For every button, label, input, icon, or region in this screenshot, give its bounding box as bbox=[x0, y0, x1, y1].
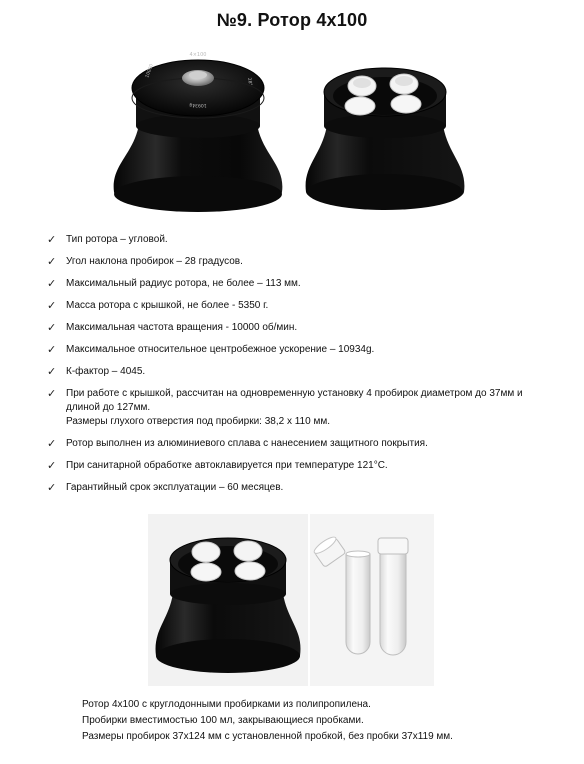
spec-item: ✓ Максимальная частота вращения - 10000 об/мин. bbox=[47, 322, 298, 334]
lid-label-speed: 10000 bbox=[145, 63, 155, 79]
spec-item: ✓ При работе с крышкой, рассчитан на одновременную установку 4 пробирок диаметром до 37мм и длиной до 127мм. Размеры глухого отверстия под пробирки: 38,2 х 110 мм. bbox=[44, 387, 554, 429]
checkmark-icon: ✓ bbox=[47, 300, 57, 312]
lid-label-rcf: 10934g bbox=[189, 102, 207, 107]
checkmark-icon: ✓ bbox=[47, 278, 57, 290]
spec-item: ✓ К-фактор – 4045. bbox=[47, 366, 146, 378]
spec-item: ✓ Максимальный радиус ротора, не более – 113 мм. bbox=[47, 278, 301, 290]
closed-rotor-photo bbox=[100, 42, 296, 222]
checkmark-icon: ✓ bbox=[47, 344, 57, 356]
page-title: №9. Ротор 4х100 bbox=[216, 10, 368, 30]
spec-subtext: Размеры глухого отверстия под пробирки: 38,2 х 110 мм. bbox=[66, 416, 330, 427]
spec-list bbox=[44, 233, 554, 503]
checkmark-icon: ✓ bbox=[47, 438, 57, 450]
checkmark-icon: ✓ bbox=[47, 256, 57, 268]
spec-item: ✓ Тип ротора – угловой. bbox=[47, 234, 168, 246]
spec-item: ✓ Угол наклона пробирок – 28 градусов. bbox=[47, 256, 243, 268]
checkmark-icon: ✓ bbox=[47, 322, 57, 334]
lid-label-model: 4×100 bbox=[189, 52, 207, 58]
spec-item: ✓ Максимальное относительное центробежное ускорение – 10934g. bbox=[47, 344, 375, 356]
spec-item: ✓ Гарантийный срок эксплуатации – 60 месяцев. bbox=[47, 482, 284, 494]
checkmark-icon: ✓ bbox=[47, 460, 57, 472]
tubes-photo bbox=[310, 514, 434, 686]
photo-caption bbox=[82, 697, 562, 745]
spec-item: ✓ Масса ротора с крышкой, не более - 5350 г. bbox=[47, 300, 269, 312]
spec-item: ✓ При санитарной обработке автоклавируется при температуре 121°C. bbox=[47, 460, 388, 472]
rotor-with-tubes-photo bbox=[148, 514, 308, 686]
checkmark-icon: ✓ bbox=[47, 234, 57, 246]
lid-label-angle: 28° bbox=[246, 77, 253, 87]
caption-line: Ротор 4х100 с круглодонными пробирками из полипропилена. bbox=[82, 699, 371, 710]
open-rotor-photo bbox=[300, 42, 470, 222]
caption-line: Размеры пробирок 37х124 мм с установленной пробкой, без пробки 37х119 мм. bbox=[82, 731, 453, 742]
checkmark-icon: ✓ bbox=[47, 366, 57, 378]
spec-item: ✓ Ротор выполнен из алюминиевого сплава с нанесением защитного покрытия. bbox=[47, 438, 428, 450]
checkmark-icon: ✓ bbox=[47, 388, 57, 400]
caption-line: Пробирки вместимостью 100 мл, закрывающиеся пробками. bbox=[82, 715, 364, 726]
checkmark-icon: ✓ bbox=[47, 482, 57, 494]
